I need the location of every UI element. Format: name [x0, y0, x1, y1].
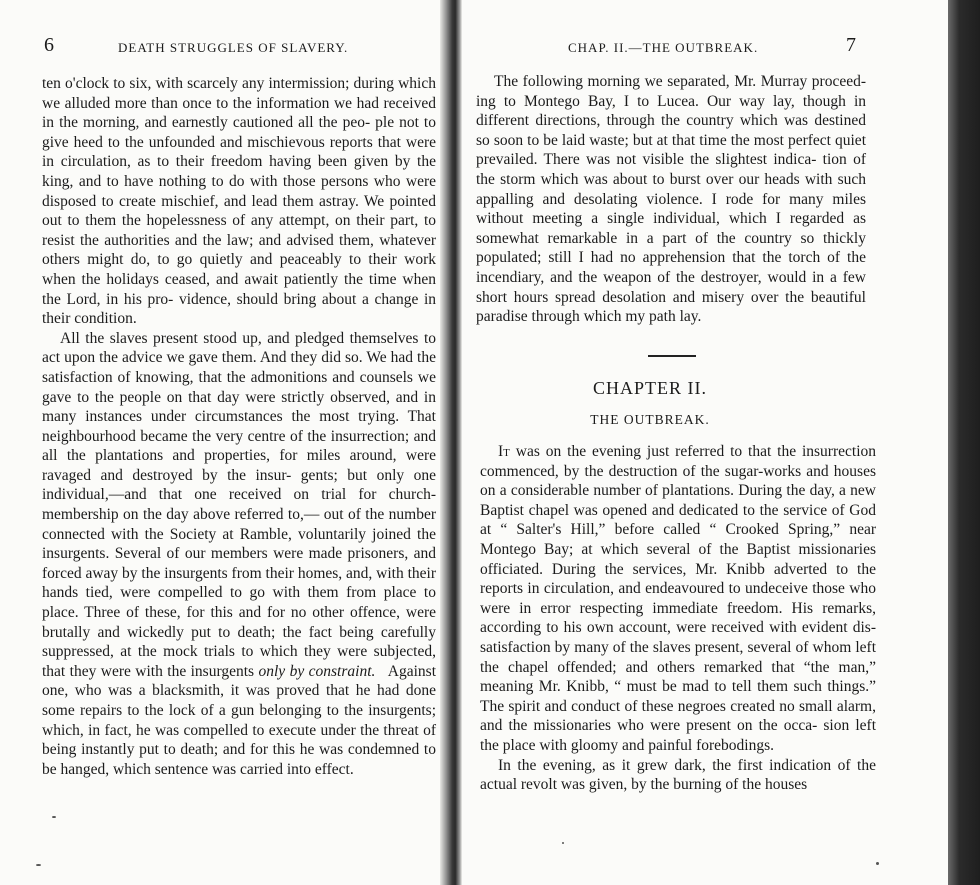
chapter-title: THE OUTBREAK.: [590, 412, 710, 427]
scan-speck: [36, 864, 41, 866]
right-page-chapter-body: [480, 442, 876, 795]
right-paragraph-2-text: was on the evening just referred to that the insurrection commenced, by the destruction of the sugar-works and houses on a considerable number of plantations. During the day, a new Baptist chapel was opened and dedicated to the service of God at “ Salter's Hill,” before called “ Crooked Spring,” near Montego Bay; at which several of the Baptist missionaries officiated. During the services, Mr. Knibb adverted to the reports in circulation, and endeavoured to undeceive those who were in error respecting immediate freedom. His remarks, according to his own account, were received with evident dis- satisfaction by many of the slaves present, several of whom left the chapel offended; and others remarked that “the man,” meaning Mr. Knibb, “ must be mad to tell them such things.” The spirit and conduct of these negroes created no small alarm, and the missionaries who were present on the occa- sion left the place with gloomy and painful forebodings.: [480, 443, 877, 754]
right-paragraph-1: [476, 72, 866, 327]
left-page-number: 6: [44, 34, 54, 56]
left-page-body: [42, 74, 436, 779]
right-paragraph-1-text: The following morning we separated, Mr. Murray proceed- ing to Montego Bay, I to Lucea. Our way lay, though in different directions, through the country which was destined so soon to be laid waste; but at that time the most perfect quiet prevailed. There was not visible the slightest indica- tion of the storm which was about to burst over our heads with such appalling and desolating violence. I rode for many miles without meeting a single individual, which I regarded as somewhat remarkable in a part of the country so thickly populated; still I had no apprehension that the torch of the incendiary, and the weapon of the destroyer, would in a few short hours spread desolation and misery over the beautiful paradise through which my path lay.: [476, 73, 866, 326]
scan-speck: [52, 816, 56, 818]
right-page-number: 7: [846, 34, 856, 56]
right-running-head: CHAP. II.—THE OUTBREAK.: [568, 40, 759, 55]
chapter-lead-word: It: [498, 443, 510, 460]
left-paragraph-2: [42, 329, 436, 780]
scan-speck: [876, 862, 879, 865]
chapter-divider-rule: [648, 355, 696, 357]
left-running-head: DEATH STRUGGLES OF SLAVERY.: [118, 40, 349, 55]
left-paragraph-2-part-1: All the slaves present stood up, and pledged themselves to act upon the advice we gave them. And they did so. We had the satisfaction of knowing, that the admonitions and counsels we gave to the people on that day were strictly observed, and in many instances under circumstances the most trying. That neighbourhood became the very centre of the insurrection; and all the plantations and properties, for miles around, were ravaged and destroyed by the insur- gents; but only one individual,—and that one received on trial for church-membership on the day above referred to,— out of the number connected with the Society at Ramble, voluntarily joined the insurgents. Several of our members were made prisoners, and forced away by the insurgents from their homes, and, with their hands tied, were compelled to go with them from place to place. Three of these, for this and for no other offence, were brutally and wickedly put to death; the fact being carefully suppressed, at the mock trials to which they were subjected, that they were with the insurgents: [42, 329, 437, 680]
book-gutter: [440, 0, 462, 885]
right-paragraph-3: In the evening, as it grew dark, the first indication of the actual revolt was given, by the burning of the houses: [480, 756, 876, 794]
left-paragraph-2-part-2: Against one, who was a blacksmith, it was proved that he had done some repairs to the lock of a gun belonging to the insurgents; which, in fact, he was compelled to execute under the threat of being instantly put to death; and for this he was condemned to be hanged, which sentence was carried into effect.: [42, 662, 436, 778]
right-paragraph-2: [480, 442, 876, 756]
scan-speck: [562, 842, 564, 844]
left-paragraph-1: ten o'clock to six, with scarcely any intermission; during which we alluded more than once to the information we had received in the morning, and earnestly cautioned all the peo- ple not to give heed to the unfounded and mischievous reports that were in circulation, as to their freedom having been given by the king, and to have nothing to do with those persons who were disposed to create mischief, and lead them astray. We pointed out to them the hopelessness of any attempt, on their part, to resist the authorities and the law; and advised them, whatever others might do, to go quietly and peaceably to their work when the holidays ceased, and await patiently the time when the Lord, in his pro- vidence, should bring about a change in their condition.: [42, 75, 436, 328]
page-edge-shadow: [948, 0, 980, 885]
chapter-number: CHAPTER II.: [593, 378, 707, 398]
emphasis-text: only by constraint.: [258, 662, 376, 680]
